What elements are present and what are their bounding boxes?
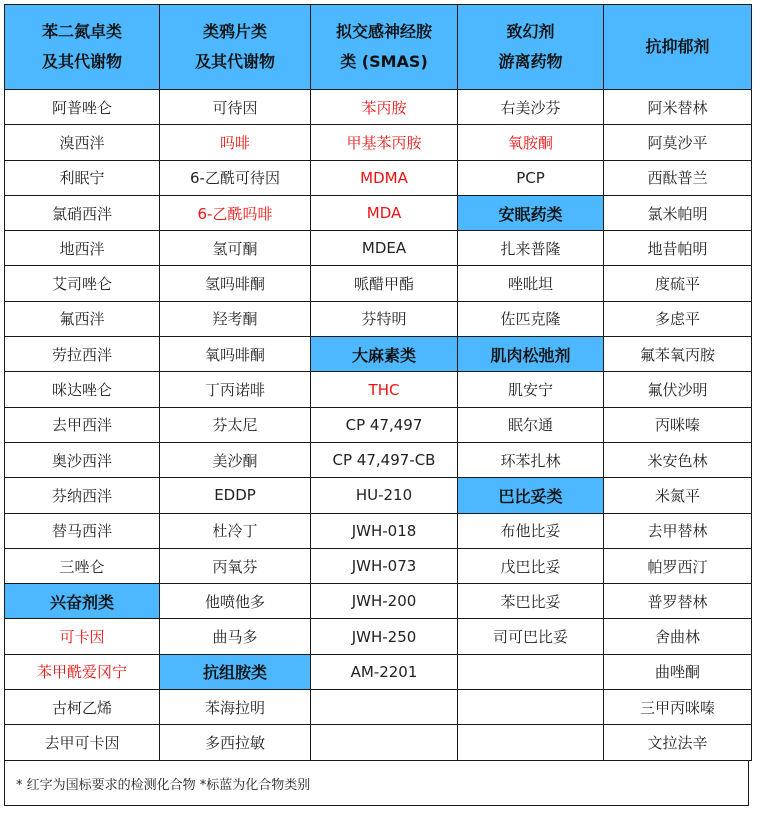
category-label-cell: 安眠药类: [458, 195, 604, 230]
table-row: [5, 337, 752, 372]
compound-cell: JWH-018: [311, 513, 458, 548]
compound-cell: 度硫平: [604, 266, 752, 301]
compound-cell: 眠尔通: [458, 407, 604, 442]
compound-cell: 芬纳西泮: [5, 478, 160, 513]
table-row: [5, 372, 752, 407]
compound-cell: 米安色林: [604, 442, 752, 477]
compound-cell: 古柯乙烯: [5, 690, 160, 725]
table-row: [5, 125, 752, 160]
compound-cell: 米氮平: [604, 478, 752, 513]
header-opioids: [160, 5, 311, 90]
table-row: [5, 231, 752, 266]
table-row: [5, 266, 752, 301]
compound-cell: PCP: [458, 160, 604, 195]
compound-cell: 布他比妥: [458, 513, 604, 548]
compound-cell: 羟考酮: [160, 301, 311, 336]
table-row: [5, 478, 752, 513]
table-row: [5, 654, 752, 689]
compound-cell: 劳拉西泮: [5, 337, 160, 372]
empty-cell: [311, 725, 458, 760]
compound-cell: 利眠宁: [5, 160, 160, 195]
compound-cell: 苯海拉明: [160, 690, 311, 725]
header-row: [5, 5, 752, 90]
compound-cell: 氟苯氧丙胺: [604, 337, 752, 372]
compound-cell: 氢可酮: [160, 231, 311, 266]
compound-cell: MDEA: [311, 231, 458, 266]
compound-cell: 6-乙酰可待因: [160, 160, 311, 195]
required-compound-cell: MDA: [311, 195, 458, 230]
compound-cell: 地昔帕明: [604, 231, 752, 266]
category-label-cell: 大麻素类: [311, 337, 458, 372]
compound-cell: JWH-073: [311, 548, 458, 583]
compound-cell: 丙氧芬: [160, 548, 311, 583]
header-line: 苯二氮卓类: [41, 22, 122, 41]
category-label-cell: 巴比妥类: [458, 478, 604, 513]
compound-cell: 艾司唑仑: [5, 266, 160, 301]
required-compound-cell: 苯丙胺: [311, 90, 458, 125]
compound-cell: 多虑平: [604, 301, 752, 336]
header-line: 致幻剂: [506, 22, 555, 41]
table-row: [5, 195, 752, 230]
compound-cell: 溴西泮: [5, 125, 160, 160]
compound-cell: 普罗替林: [604, 584, 752, 619]
compound-cell: 丙咪嗪: [604, 407, 752, 442]
empty-cell: [458, 725, 604, 760]
compound-cell: 肌安宁: [458, 372, 604, 407]
compound-cell: 苯巴比妥: [458, 584, 604, 619]
compound-cell: 杜冷丁: [160, 513, 311, 548]
table-row: [5, 90, 752, 125]
compound-cell: 氟伏沙明: [604, 372, 752, 407]
header-line: 及其代谢物: [41, 52, 122, 71]
required-compound-cell: 甲基苯丙胺: [311, 125, 458, 160]
compound-cell: 去甲可卡因: [5, 725, 160, 760]
table-row: [5, 407, 752, 442]
compound-cell: 阿普唑仑: [5, 90, 160, 125]
compound-cell: 地西泮: [5, 231, 160, 266]
compound-cell: 扎来普隆: [458, 231, 604, 266]
header-hallucinogens: [458, 5, 604, 90]
category-label-cell: 肌肉松弛剂: [458, 337, 604, 372]
table-row: [5, 725, 752, 760]
empty-cell: [458, 690, 604, 725]
compound-cell: 曲马多: [160, 619, 311, 654]
empty-cell: [458, 654, 604, 689]
compound-cell: 环苯扎林: [458, 442, 604, 477]
header-line: 抗抑郁剂: [645, 37, 710, 56]
compound-cell: 氢吗啡酮: [160, 266, 311, 301]
compound-cell: 佐匹克隆: [458, 301, 604, 336]
compound-cell: JWH-200: [311, 584, 458, 619]
compound-cell: 三唑仑: [5, 548, 160, 583]
compound-cell: 唑吡坦: [458, 266, 604, 301]
compound-cell: 美沙酮: [160, 442, 311, 477]
category-label-cell: 兴奋剂类: [5, 584, 160, 619]
table-container: [4, 4, 752, 761]
table-row: [5, 160, 752, 195]
table-row: [5, 301, 752, 336]
header-line: 类鸦片类: [202, 22, 267, 41]
compound-cell: 氟西泮: [5, 301, 160, 336]
compound-cell: 多西拉敏: [160, 725, 311, 760]
header-line: 及其代谢物: [194, 52, 275, 71]
drug-compound-table: [4, 4, 752, 761]
table-row: [5, 584, 752, 619]
compound-cell: AM-2201: [311, 654, 458, 689]
required-compound-cell: THC: [311, 372, 458, 407]
compound-cell: 氯米帕明: [604, 195, 752, 230]
required-compound-cell: MDMA: [311, 160, 458, 195]
compound-cell: 西酞普兰: [604, 160, 752, 195]
compound-cell: 阿米替林: [604, 90, 752, 125]
compound-cell: 文拉法辛: [604, 725, 752, 760]
header-benzodiazepines: [5, 5, 160, 90]
table-row: [5, 619, 752, 654]
table-row: [5, 548, 752, 583]
compound-cell: 戊巴比妥: [458, 548, 604, 583]
footnote: * 红字为国标要求的检测化合物 *标蓝为化合物类别: [4, 760, 749, 806]
compound-cell: JWH-250: [311, 619, 458, 654]
required-compound-cell: 氧胺酮: [458, 125, 604, 160]
required-compound-cell: 6-乙酰吗啡: [160, 195, 311, 230]
compound-cell: 去甲替林: [604, 513, 752, 548]
compound-cell: 氯硝西泮: [5, 195, 160, 230]
compound-cell: 咪达唑仑: [5, 372, 160, 407]
compound-cell: CP 47,497-CB: [311, 442, 458, 477]
compound-cell: 氧吗啡酮: [160, 337, 311, 372]
compound-cell: 去甲西泮: [5, 407, 160, 442]
required-compound-cell: 吗啡: [160, 125, 311, 160]
compound-cell: 三甲丙咪嗪: [604, 690, 752, 725]
compound-cell: 替马西泮: [5, 513, 160, 548]
compound-cell: 舍曲林: [604, 619, 752, 654]
compound-cell: HU-210: [311, 478, 458, 513]
required-compound-cell: 可卡因: [5, 619, 160, 654]
compound-cell: 他喷他多: [160, 584, 311, 619]
compound-cell: 阿莫沙平: [604, 125, 752, 160]
compound-cell: CP 47,497: [311, 407, 458, 442]
compound-cell: 奥沙西泮: [5, 442, 160, 477]
empty-cell: [311, 690, 458, 725]
compound-cell: 司可巴比妥: [458, 619, 604, 654]
header-smas: [311, 5, 458, 90]
header-line: 拟交感神经胺: [335, 22, 432, 41]
table-row: [5, 513, 752, 548]
compound-cell: 芬特明: [311, 301, 458, 336]
compound-cell: 右美沙芬: [458, 90, 604, 125]
category-label-cell: 抗组胺类: [160, 654, 311, 689]
table-row: [5, 442, 752, 477]
compound-cell: 哌醋甲酯: [311, 266, 458, 301]
compound-cell: 芬太尼: [160, 407, 311, 442]
compound-cell: EDDP: [160, 478, 311, 513]
required-compound-cell: 苯甲酰爱冈宁: [5, 654, 160, 689]
compound-cell: 曲唑酮: [604, 654, 752, 689]
header-line: 游离药物: [498, 52, 563, 71]
compound-cell: 帕罗西汀: [604, 548, 752, 583]
header-antidepressants: [604, 5, 752, 90]
compound-cell: 丁丙诺啡: [160, 372, 311, 407]
table-row: [5, 690, 752, 725]
header-line: 类 (SMAS): [340, 52, 428, 71]
compound-cell: 可待因: [160, 90, 311, 125]
